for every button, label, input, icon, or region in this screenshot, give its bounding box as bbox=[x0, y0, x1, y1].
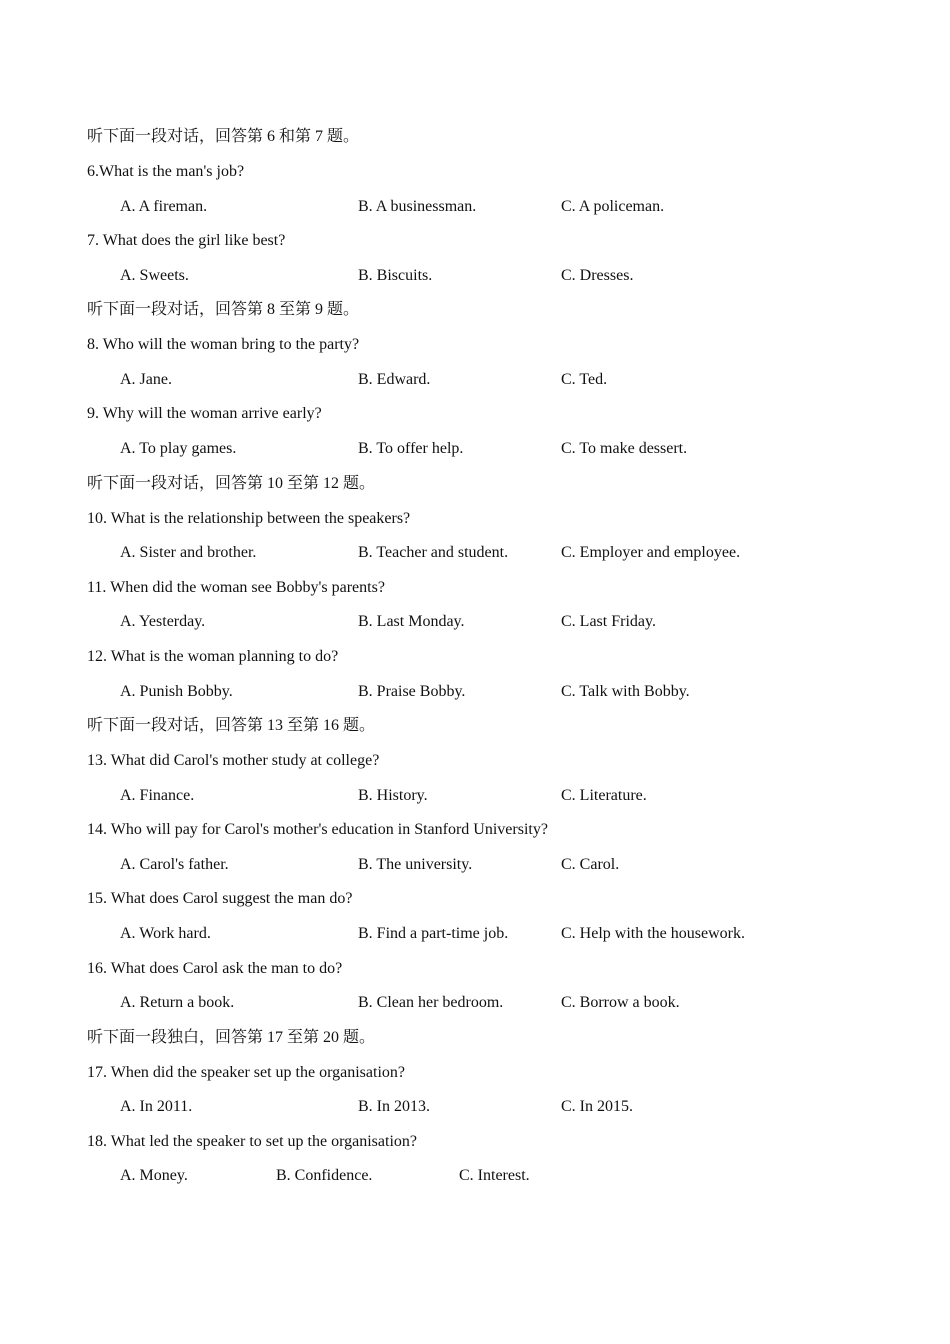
question-17: 17. When did the speaker set up the organisation? bbox=[87, 1064, 405, 1081]
option-b: B. Teacher and student. bbox=[358, 544, 509, 561]
option-c: C. To make dessert. bbox=[561, 440, 688, 457]
option-a: A. Work hard. bbox=[120, 925, 211, 942]
option-c: C. Literature. bbox=[561, 787, 647, 804]
option-c: C. Help with the housework. bbox=[561, 925, 745, 942]
question-10: 10. What is the relationship between the speakers? bbox=[87, 510, 411, 527]
option-c: C. Talk with Bobby. bbox=[561, 683, 690, 700]
option-a: A. Yesterday. bbox=[120, 613, 206, 630]
option-c: C. Interest. bbox=[459, 1167, 530, 1184]
option-c: C. Borrow a book. bbox=[561, 994, 680, 1011]
option-b: B. Clean her bedroom. bbox=[358, 994, 504, 1011]
option-c: C. A policeman. bbox=[561, 198, 665, 215]
section-heading: 听下面一段独白，回答第 17 至第 20 题。 bbox=[87, 1029, 376, 1046]
option-c: C. Dresses. bbox=[561, 267, 634, 284]
option-a: A. In 2011. bbox=[120, 1098, 193, 1115]
question-16: 16. What does Carol ask the man to do? bbox=[87, 960, 343, 977]
question-9: 9. Why will the woman arrive early? bbox=[87, 405, 322, 422]
section-heading: 听下面一段对话，回答第 13 至第 16 题。 bbox=[87, 717, 376, 734]
question-11: 11. When did the woman see Bobby's parents? bbox=[87, 579, 385, 596]
option-b: B. Edward. bbox=[358, 371, 431, 388]
option-b: B. History. bbox=[358, 787, 428, 804]
option-a: A. Money. bbox=[120, 1167, 188, 1184]
section-heading: 听下面一段对话，回答第 6 和第 7 题。 bbox=[87, 128, 360, 145]
option-a: A. Jane. bbox=[120, 371, 172, 388]
option-c: C. Carol. bbox=[561, 856, 620, 873]
option-a: A. Sweets. bbox=[120, 267, 189, 284]
question-8: 8. Who will the woman bring to the party? bbox=[87, 336, 360, 353]
option-b: B. Last Monday. bbox=[358, 613, 465, 630]
option-c: C. Last Friday. bbox=[561, 613, 656, 630]
option-a: A. Return a book. bbox=[120, 994, 235, 1011]
option-b: B. A businessman. bbox=[358, 198, 477, 215]
option-b: B. Find a part-time job. bbox=[358, 925, 509, 942]
question-18: 18. What led the speaker to set up the organisation? bbox=[87, 1133, 417, 1150]
option-a: A. To play games. bbox=[120, 440, 237, 457]
option-a: A. Sister and brother. bbox=[120, 544, 257, 561]
section-heading: 听下面一段对话，回答第 8 至第 9 题。 bbox=[87, 301, 360, 318]
option-b: B. Biscuits. bbox=[358, 267, 433, 284]
question-13: 13. What did Carol's mother study at college? bbox=[87, 752, 380, 769]
section-heading: 听下面一段对话，回答第 10 至第 12 题。 bbox=[87, 475, 376, 492]
option-b: B. To offer help. bbox=[358, 440, 464, 457]
option-a: A. A fireman. bbox=[120, 198, 208, 215]
option-b: B. The university. bbox=[358, 856, 473, 873]
option-b: B. Confidence. bbox=[276, 1167, 373, 1184]
option-a: A. Finance. bbox=[120, 787, 195, 804]
question-15: 15. What does Carol suggest the man do? bbox=[87, 890, 353, 907]
option-b: B. In 2013. bbox=[358, 1098, 430, 1115]
question-6: 6.What is the man's job? bbox=[87, 163, 245, 180]
option-a: A. Carol's father. bbox=[120, 856, 229, 873]
option-c: C. Ted. bbox=[561, 371, 608, 388]
option-c: C. Employer and employee. bbox=[561, 544, 741, 561]
question-12: 12. What is the woman planning to do? bbox=[87, 648, 339, 665]
question-7: 7. What does the girl like best? bbox=[87, 232, 286, 249]
option-c: C. In 2015. bbox=[561, 1098, 633, 1115]
option-a: A. Punish Bobby. bbox=[120, 683, 233, 700]
question-14: 14. Who will pay for Carol's mother's education in Stanford University? bbox=[87, 821, 548, 838]
option-b: B. Praise Bobby. bbox=[358, 683, 466, 700]
